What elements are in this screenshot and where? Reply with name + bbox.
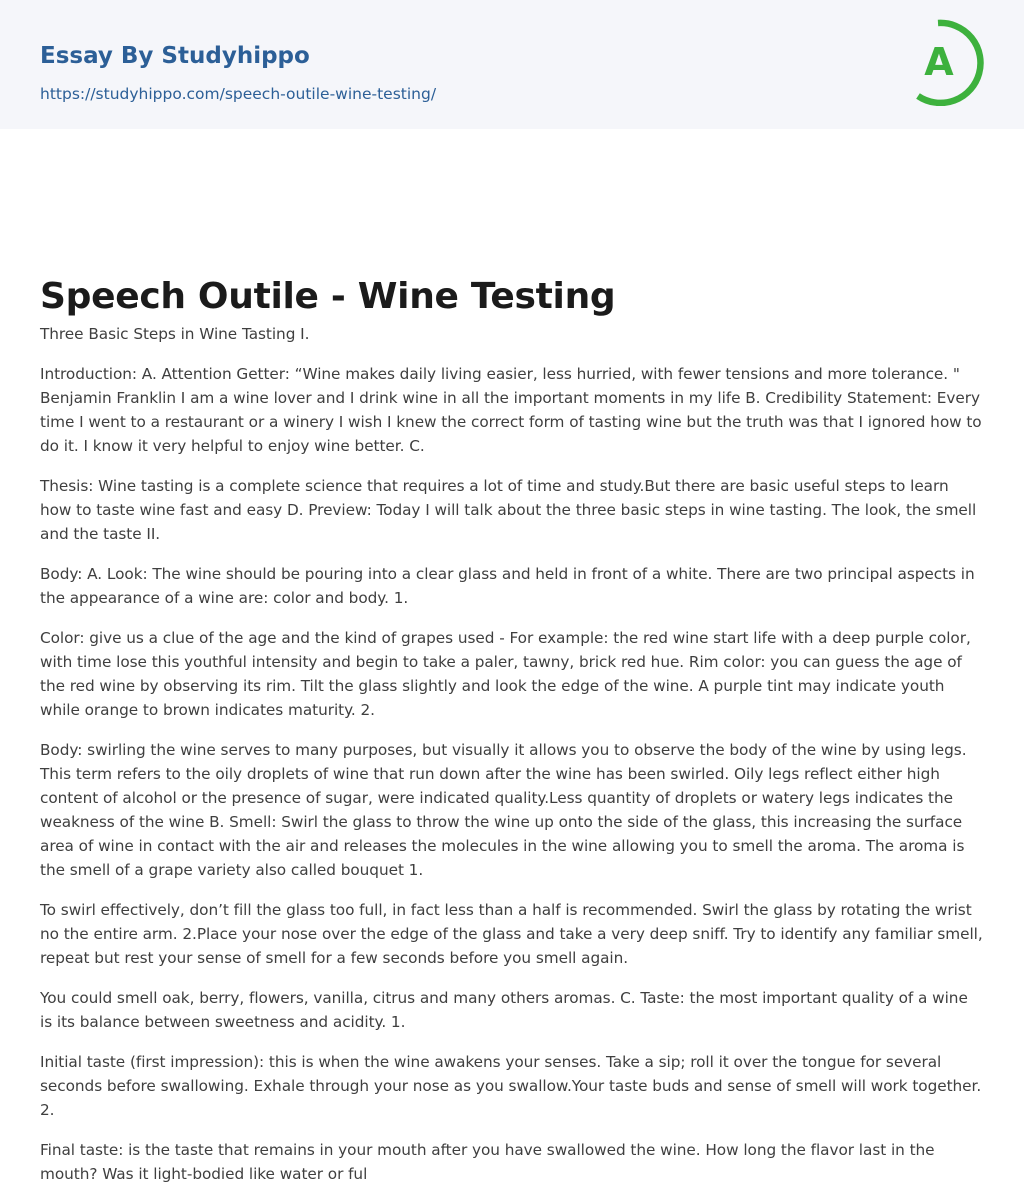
paragraph-10: Final taste: is the taste that remains in your mouth after you have swallowed the wine. How long the flavor last in the mouth? Was it light-bodied like water or ful <box>40 1141 935 1183</box>
essay-body <box>40 322 984 1186</box>
paragraph-7: To swirl effectively, don’t fill the glass too full, in fact less than a half is recommended. Swirl the glass by rotating the wrist no the entire arm. 2.Place your nose over the edge of the glass and take a very deep sniff. Try to identify any familiar smell, repeat but rest your sense of smell for a few seconds before you smell again. <box>40 901 983 967</box>
paragraph-4: Body: A. Look: The wine should be pouring into a clear glass and held in front of a white. There are two principal aspects in the appearance of a wine are: color and body. 1. <box>40 565 975 607</box>
paragraph-1: Three Basic Steps in Wine Tasting I. <box>40 325 310 343</box>
essay-content <box>0 129 1024 1186</box>
paragraph-2: Introduction: A. Attention Getter: “Wine makes daily living easier, less hurried, with fewer tensions and more tolerance. " Benjamin Franklin I am a wine lover and I drink wine in all the important moments in my life B. Credibility Statement: Every time I went to a restaurant or a winery I wish I knew the correct form of tasting wine but the truth was that I ignored how to do it. I know it very helpful to enjoy wine better. C. <box>40 365 982 455</box>
logo-letter: A <box>924 40 954 84</box>
paragraph-8: You could smell oak, berry, flowers, vanilla, citrus and many others aromas. C. Taste: the most important quality of a wine is its balance between sweetness and acidity. 1. <box>40 989 968 1031</box>
site-header <box>0 0 1024 129</box>
studyhippo-logo-icon[interactable] <box>910 18 988 106</box>
page-title: Speech Outile - Wine Testing <box>40 276 616 317</box>
paragraph-5: Color: give us a clue of the age and the kind of grapes used - For example: the red wine start life with a deep purple color, with time lose this youthful intensity and begin to take a paler, tawny, brick red hue. Rim color: you can guess the age of the red wine by observing its rim. Tilt the glass slightly and look the edge of the wine. A purple tint may indicate youth while orange to brown indicates maturity. 2. <box>40 629 971 719</box>
brand-title: Essay By Studyhippo <box>40 43 310 69</box>
paragraph-3: Thesis: Wine tasting is a complete science that requires a lot of time and study.But there are basic useful steps to learn how to taste wine fast and easy D. Preview: Today I will talk about the three basic steps in wine tasting. The look, the smell and the taste II. <box>40 477 977 543</box>
paragraph-6: Body: swirling the wine serves to many purposes, but visually it allows you to observe the body of the wine by using legs. This term refers to the oily droplets of wine that run down after the wine has been swirled. Oily legs reflect either high content of alcohol or the presence of sugar, were indicated quality.Less quantity of droplets or watery legs indicates the weakness of the wine B. Smell: Swirl the glass to throw the wine up onto the side of the glass, this increasing the surface area of wine in contact with the air and releases the molecules in the wine allowing you to smell the aroma. The aroma is the smell of a grape variety also called bouquet 1. <box>40 741 967 879</box>
paragraph-9: Initial taste (first impression): this is when the wine awakens your senses. Take a sip; roll it over the tongue for several seconds before swallowing. Exhale through your nose as you swallow.Your taste buds and sense of smell will work together. 2. <box>40 1053 982 1119</box>
essay-url-link[interactable]: https://studyhippo.com/speech-outile-wine-testing/ <box>40 85 437 103</box>
